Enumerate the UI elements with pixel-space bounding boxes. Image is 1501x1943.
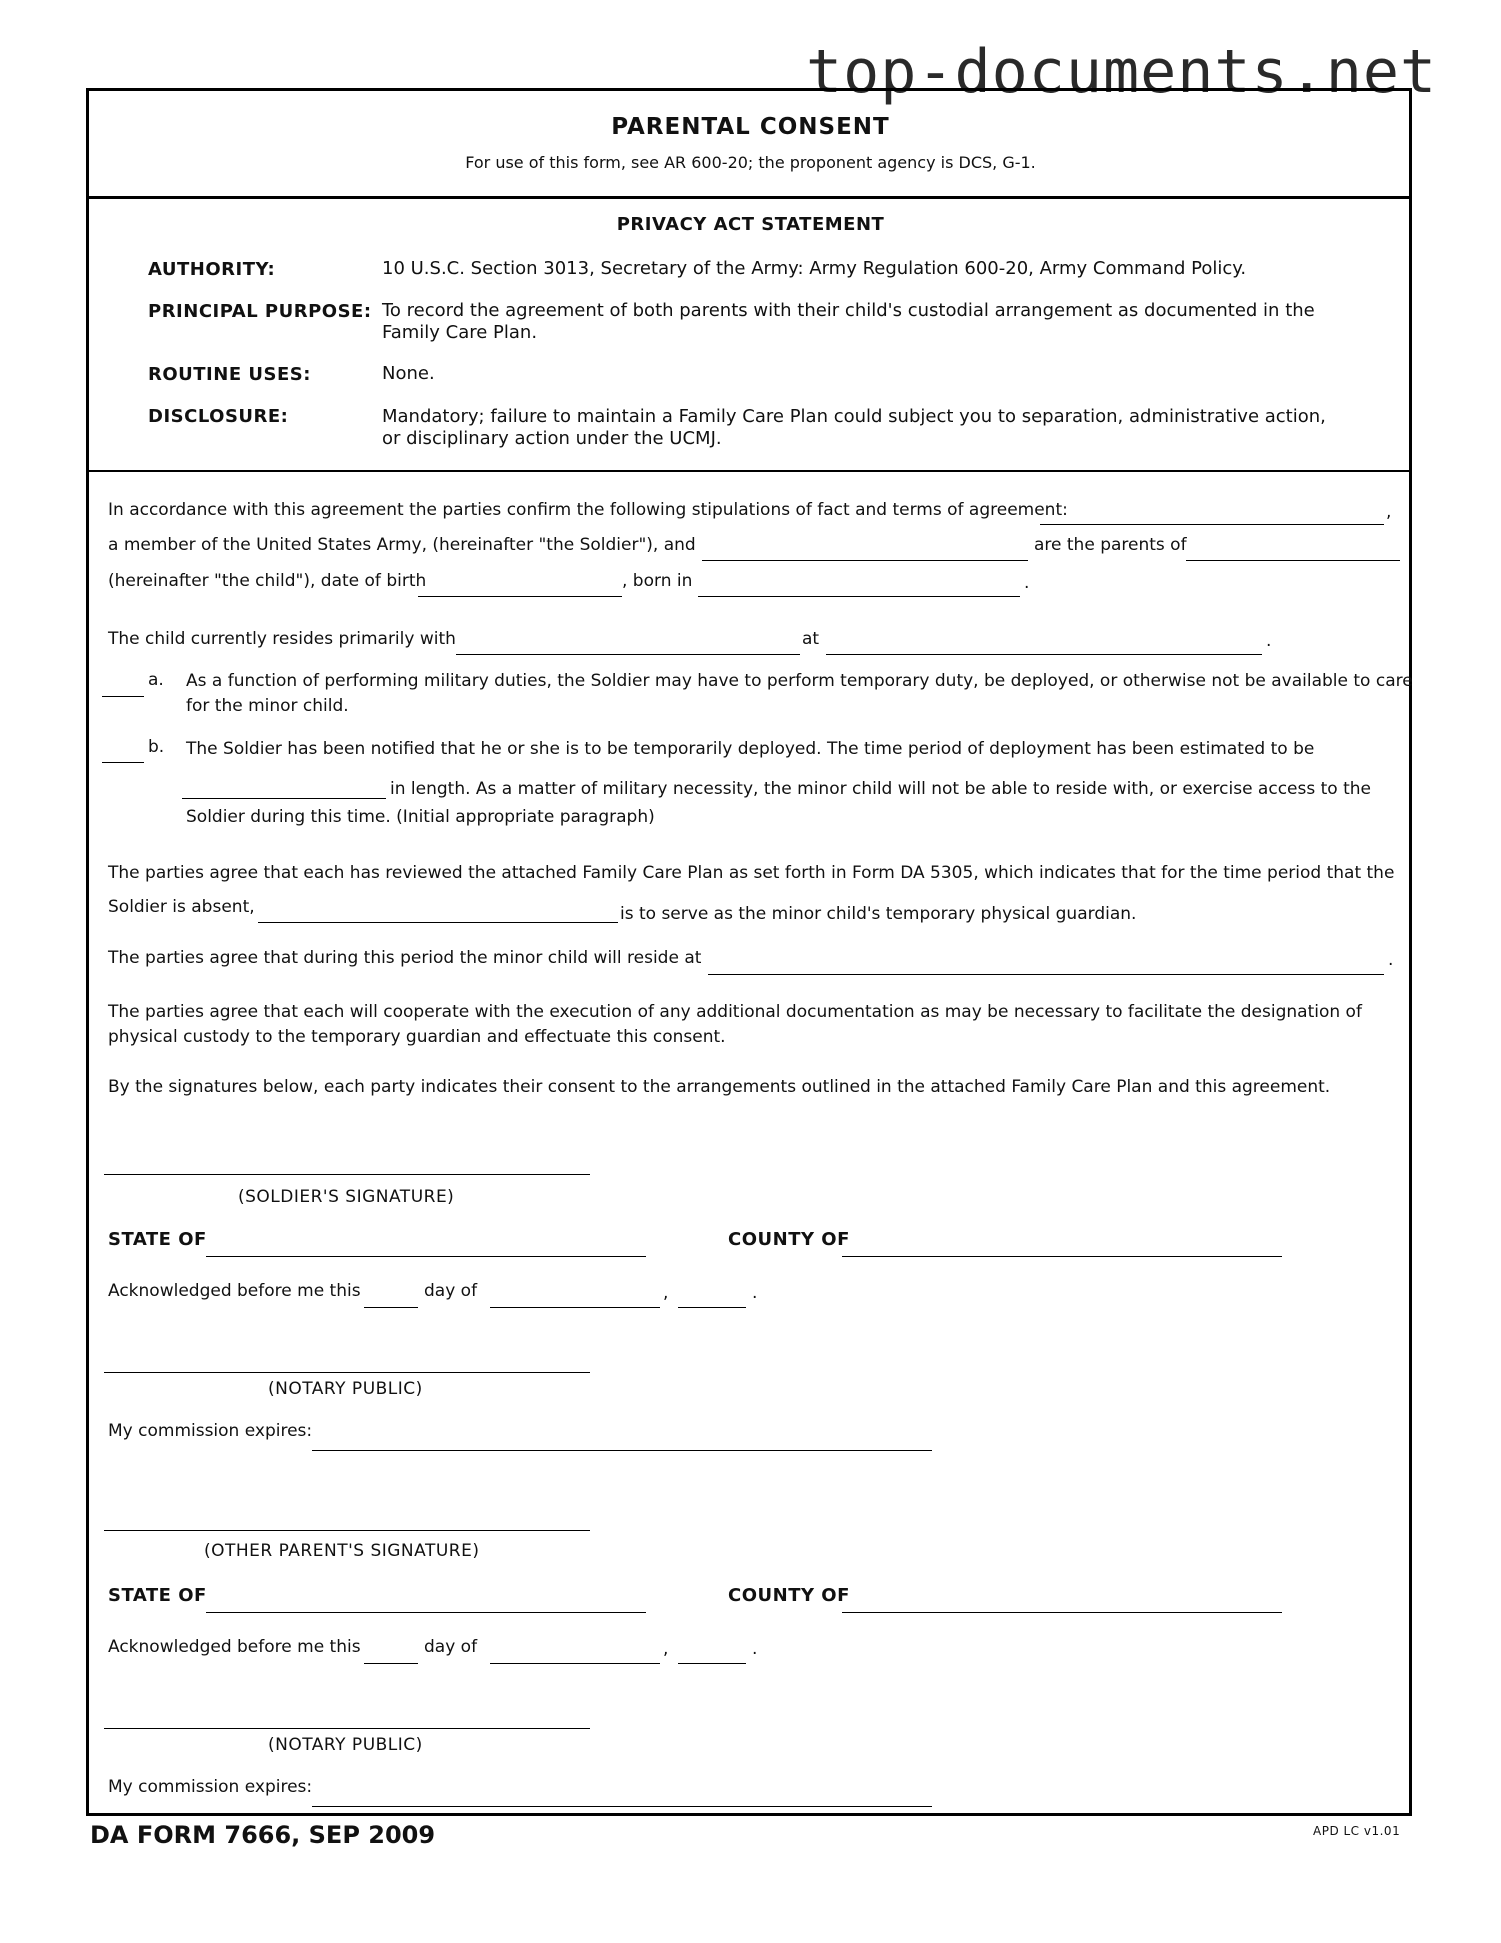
birthplace-field[interactable] (698, 596, 1020, 597)
p1-period: . (1024, 573, 1030, 593)
county-field-2[interactable] (842, 1612, 1282, 1613)
other-parent-signature-field[interactable] (104, 1530, 590, 1531)
item-b-cont: in length. As a matter of military necessity, the minor child will not be able to reside with, or exercise access to the (390, 779, 1371, 799)
p2-text: The child currently resides primarily with (108, 629, 456, 649)
form-number: DA FORM 7666, SEP 2009 (90, 1821, 436, 1849)
soldier-signature-field[interactable] (104, 1174, 590, 1175)
routine-text: None. (382, 363, 435, 384)
disclosure-label: DISCLOSURE: (148, 406, 289, 427)
ack-year-field-1[interactable] (678, 1307, 746, 1308)
initial-b-field[interactable] (102, 762, 144, 763)
form-title: PARENTAL CONSENT (611, 114, 890, 140)
p6-text: By the signatures below, each party indicates their consent to the arrangements outlined in the attached Family Care Plan and this agreement. (108, 1077, 1331, 1097)
form-subtitle: For use of this form, see AR 600-20; the proponent agency is DCS, G-1. (465, 153, 1036, 172)
soldier-name-field[interactable] (1040, 524, 1384, 525)
p5-text: The parties agree that each will cooperate with the execution of any additional documentation as may be necessary to facilitate the designation of physical custody to the temporary guardian and effectuate this consent. (108, 1002, 1362, 1047)
privacy-heading: PRIVACY ACT STATEMENT (616, 214, 885, 235)
resides-at-field[interactable] (826, 654, 1262, 655)
watermark: top-documents.net (806, 37, 1438, 107)
soldier-signature-label: (SOLDIER'S SIGNATURE) (238, 1187, 455, 1207)
ack-comma-2: , (663, 1639, 669, 1659)
state-of-label-2: STATE OF (108, 1585, 207, 1606)
form-version: APD LC v1.01 (1313, 1824, 1401, 1838)
notary-signature-field-1[interactable] (104, 1372, 590, 1373)
item-b-cont2: Soldier during this time. (Initial appropriate paragraph) (186, 807, 655, 827)
item-b-text: The Soldier has been notified that he or she is to be temporarily deployed. The time period of deployment has been estimated to be (186, 739, 1315, 759)
county-field-1[interactable] (842, 1256, 1282, 1257)
header-divider (86, 196, 1412, 199)
ack-label-2: Acknowledged before me this (108, 1637, 361, 1657)
county-of-label-2: COUNTY OF (728, 1585, 850, 1606)
ack-month-field-2[interactable] (490, 1663, 660, 1664)
dob-field[interactable] (418, 596, 622, 597)
p1-comma: , (1386, 502, 1392, 522)
p1-line1: In accordance with this agreement the parties confirm the following stipulations of fact and terms of agreement: (108, 500, 1068, 520)
item-a-letter: a. (148, 670, 164, 690)
state-of-label-1: STATE OF (108, 1229, 207, 1250)
other-parent-signature-label: (OTHER PARENT'S SIGNATURE) (204, 1541, 480, 1561)
item-a-text: As a function of performing military duties, the Soldier may have to perform temporary duty, be deployed, or otherwise not be available to care for the minor child. (186, 671, 1413, 716)
guardian-field[interactable] (258, 922, 618, 923)
p2-at: at (802, 629, 820, 649)
ack-comma-1: , (663, 1283, 669, 1303)
commission-label-2: My commission expires: (108, 1777, 313, 1797)
deployment-length-field[interactable] (182, 798, 386, 799)
state-field-1[interactable] (206, 1256, 646, 1257)
privacy-divider (86, 470, 1412, 472)
p1-born-in: , born in (622, 571, 693, 591)
disclosure-text: Mandatory; failure to maintain a Family Care Plan could subject you to separation, administrative action, or disciplinary action under the UCMJ. (382, 406, 1326, 449)
p1-parents-of: are the parents of (1034, 535, 1187, 555)
county-of-label-1: COUNTY OF (728, 1229, 850, 1250)
p2-period: . (1266, 631, 1272, 651)
other-parent-field[interactable] (702, 560, 1028, 561)
day-of-label-1: day of (424, 1281, 478, 1301)
notary-label-1: (NOTARY PUBLIC) (268, 1379, 423, 1399)
p3-guardian: is to serve as the minor child's temporary physical guardian. (620, 904, 1137, 924)
ack-day-field-2[interactable] (364, 1663, 418, 1664)
authority-label: AUTHORITY: (148, 259, 276, 280)
p3-line1: The parties agree that each has reviewed the attached Family Care Plan as set forth in Form DA 5305, which indicates that for the time period that the (108, 863, 1395, 883)
purpose-text: To record the agreement of both parents with their child's custodial arrangement as documented in the Family Care Plan. (382, 300, 1315, 343)
item-b-letter: b. (148, 737, 165, 757)
p4-text: The parties agree that during this period the minor child will reside at (108, 948, 702, 968)
ack-year-field-2[interactable] (678, 1663, 746, 1664)
p1-line3: (hereinafter "the child"), date of birth (108, 571, 427, 591)
p1-line2: a member of the United States Army, (hereinafter "the Soldier"), and (108, 535, 696, 555)
commission-label-1: My commission expires: (108, 1421, 313, 1441)
authority-text: 10 U.S.C. Section 3013, Secretary of the Army: Army Regulation 600-20, Army Command Policy. (382, 258, 1247, 279)
temporary-residence-field[interactable] (708, 974, 1384, 975)
day-of-label-2: day of (424, 1637, 478, 1657)
initial-a-field[interactable] (102, 696, 144, 697)
notary-label-2: (NOTARY PUBLIC) (268, 1735, 423, 1755)
ack-month-field-1[interactable] (490, 1307, 660, 1308)
commission-field-1[interactable] (312, 1450, 932, 1451)
ack-day-field-1[interactable] (364, 1307, 418, 1308)
p4-period: . (1388, 950, 1394, 970)
routine-label: ROUTINE USES: (148, 364, 311, 385)
ack-period-1: . (752, 1283, 758, 1303)
child-name-field[interactable] (1186, 560, 1400, 561)
p3-line2: Soldier is absent, (108, 897, 255, 917)
notary-signature-field-2[interactable] (104, 1728, 590, 1729)
ack-period-2: . (752, 1639, 758, 1659)
resides-with-field[interactable] (456, 654, 800, 655)
purpose-label: PRINCIPAL PURPOSE: (148, 301, 372, 322)
state-field-2[interactable] (206, 1612, 646, 1613)
ack-label-1: Acknowledged before me this (108, 1281, 361, 1301)
commission-field-2[interactable] (312, 1806, 932, 1807)
